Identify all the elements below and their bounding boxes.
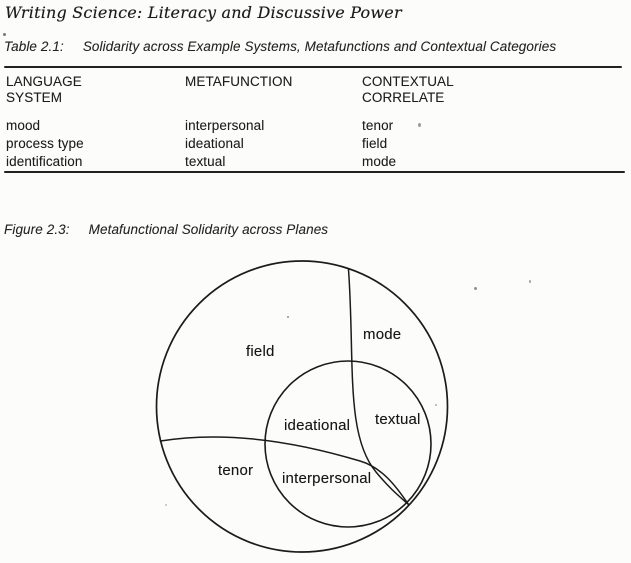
diagram-label-tenor: tenor xyxy=(218,462,254,479)
table-cell: process type xyxy=(6,136,84,151)
table-cell: field xyxy=(362,136,388,151)
scan-speck xyxy=(435,404,437,406)
diagram-label-ideational: ideational xyxy=(284,417,351,434)
column-header-line: METAFUNCTION xyxy=(185,74,293,89)
column-header-line: LANGUAGE xyxy=(6,74,82,89)
table-cell: mood xyxy=(6,118,41,133)
scan-speck xyxy=(165,504,167,506)
table-cell: ideational xyxy=(185,136,244,151)
scan-speck xyxy=(529,280,531,283)
scan-speck xyxy=(3,33,6,36)
table-caption-label: Table 2.1: xyxy=(4,39,64,54)
table-cell: textual xyxy=(185,154,226,169)
diagram-label-mode: mode xyxy=(363,326,402,343)
context-plane-outer-circle xyxy=(157,261,448,552)
table-cell: mode xyxy=(362,154,397,169)
table-cell: tenor xyxy=(362,118,394,133)
diagram-label-interpersonal: interpersonal xyxy=(282,470,372,487)
column-header-line: CORRELATE xyxy=(362,90,445,105)
running-head-title: Writing Science: Literacy and Discussive Power xyxy=(5,3,402,22)
figure-caption-text: Metafunctional Solidarity across Planes xyxy=(88,222,329,237)
column-header-line: SYSTEM xyxy=(6,90,63,105)
table-caption-text: Solidarity across Example Systems, Metafunctions and Contextual Categories xyxy=(82,39,557,54)
scan-speck xyxy=(474,287,477,290)
figure-caption-label: Figure 2.3: xyxy=(4,222,70,237)
diagram-label-field: field xyxy=(246,343,275,360)
table-cell: identification xyxy=(6,154,83,169)
scan-speck xyxy=(287,316,289,318)
table-cell: interpersonal xyxy=(185,118,265,133)
column-header-line: CONTEXTUAL xyxy=(362,74,454,89)
diagram-label-textual: textual xyxy=(375,411,421,428)
scan-speck xyxy=(418,123,421,127)
